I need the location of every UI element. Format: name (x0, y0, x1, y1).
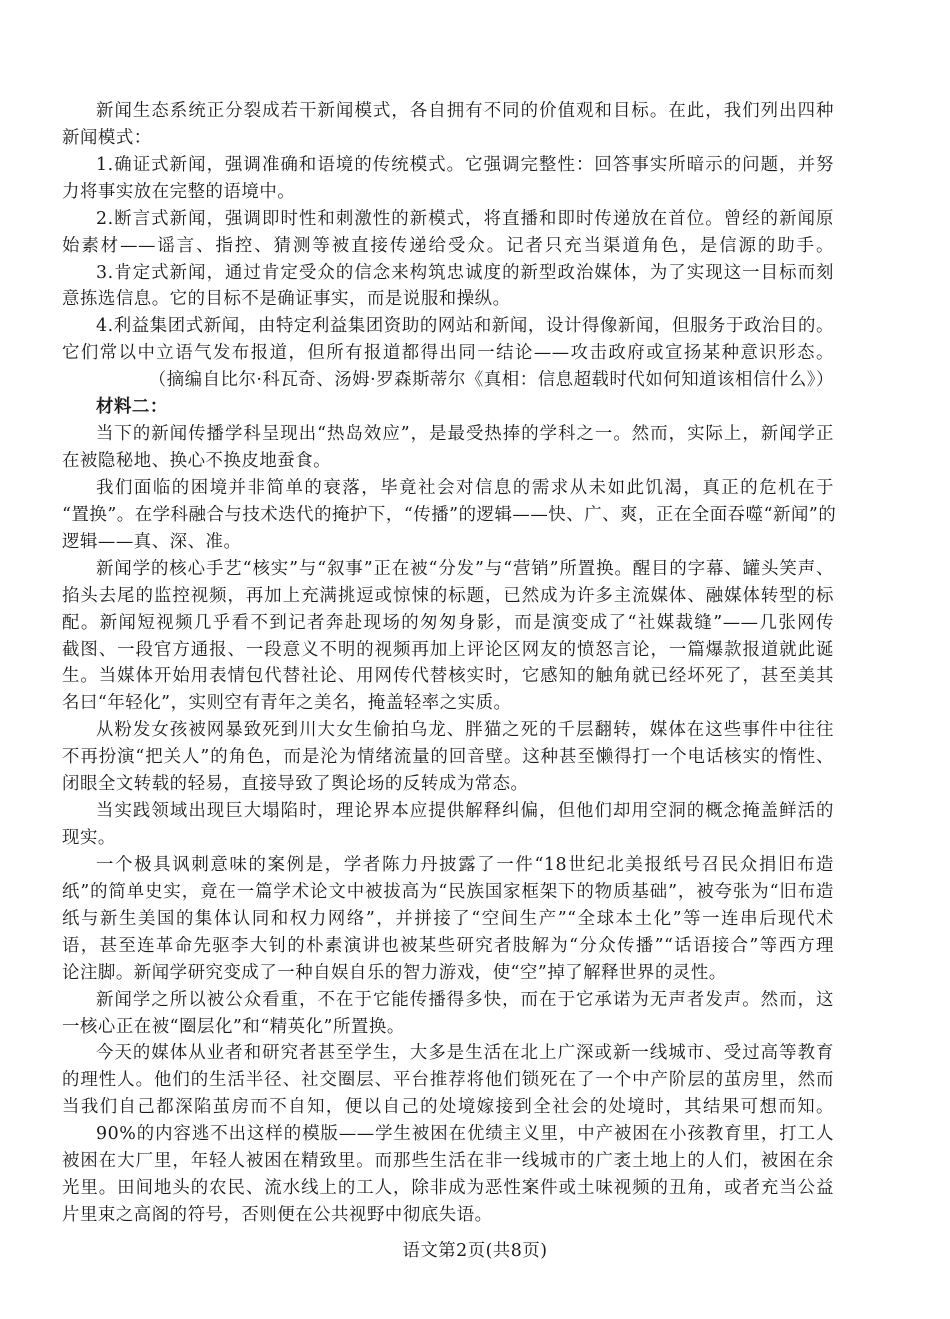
text-line: 4.利益集团式新闻，由特定利益集团资助的网站和新闻，设计得像新闻，但服务于政治目的。 (96, 316, 834, 337)
text-line: 新闻生态系统正分裂成若干新闻模式，各自拥有不同的价值观和目标。在此，我们列出四种 (96, 101, 834, 121)
text-line: 掐头去尾的监控视频，再加上充满挑逗或惊悚的标题，已然成为许多主流媒体、融媒体转型的标 (62, 585, 834, 606)
text-line: 的理性人。他们的生活半径、社交圈层、平台推荐将他们锁死在了一个中产阶层的茧房里，然而 (62, 1070, 834, 1091)
text-line: 意拣选信息。它的目标不是确证事实，而是说服和操纵。 (62, 289, 511, 310)
text-line: 它们常以中立语气发布报道，但所有报道都得出同一结论——攻击政府或宣扬某种意识形态。 (62, 343, 834, 364)
text-line: 闭眼全文转载的轻易，直接导致了舆论场的反转成为常态。 (62, 774, 529, 795)
source-citation: （摘编自比尔·科瓦奇、汤姆·罗森斯蒂尔《真相：信息超载时代如何知道该相信什么》） (148, 370, 834, 391)
text-line: 被困在大厂里，年轻人被困在精致里。而那些生活在非一线城市的广袤土地上的人们，被困在余 (62, 1151, 834, 1172)
text-line: 从粉发女孩被网暴致死到川大女生偷拍乌龙、胖猫之死的千层翻转，媒体在这些事件中往往 (96, 720, 834, 741)
text-line: 配。新闻短视频几乎看不到记者奔赴现场的匆匆身影，而是演变成了“社媒裁缝”——几张网传 (62, 612, 834, 633)
text-line: 语，甚至连革命先驱李大钊的朴素演讲也被某些研究者肢解为“分众传播”“话语接合”等西方理 (62, 935, 834, 956)
text-line: 始素材——谣言、指控、猜测等被直接传递给受众。记者只充当渠道角色，是信源的助手。 (62, 235, 834, 256)
page-footer: 语文第2页(共8页) (402, 1241, 548, 1261)
text-line: 在被隐秘地、换心不换皮地蚕食。 (62, 451, 332, 472)
text-line: 当实践领域出现巨大塌陷时，理论界本应提供解释纠偏，但他们却用空洞的概念掩盖鲜活的 (96, 801, 834, 822)
text-line: 生。当媒体开始用表情包代替社论、用网传代替核实时，它感知的触角就已经坏死了，甚至美其 (62, 666, 834, 687)
text-line: 名曰“年轻化”，实则空有青年之美名，掩盖轻率之实质。 (62, 693, 512, 714)
text-line: 1.确证式新闻，强调准确和语境的传统模式。它强调完整性：回答事实所暗示的问题，并努 (96, 154, 834, 175)
text-line: 3.肯定式新闻，通过肯定受众的信念来构筑忠诚度的新型政治媒体，为了实现这一目标而刻 (96, 262, 834, 283)
text-line: 90%的内容逃不出这样的模版——学生被困在优绩主义里，中产被困在小孩教育里，打工人 (96, 1124, 834, 1145)
text-line: 逻辑——真、深、准。 (62, 531, 242, 552)
text-line: 一个极具讽刺意味的案例是，学者陈力丹披露了一件“18世纪北美报纸号召民众捐旧布造 (96, 854, 834, 875)
text-line: 今天的媒体从业者和研究者甚至学生，大多是生活在北上广深或新一线城市、受过高等教育 (96, 1043, 834, 1064)
text-line: 截图、一段官方通报、一段意义不明的视频再加上评论区网友的愤怒言论，一篇爆款报道就此诞 (62, 639, 834, 660)
text-line: 一核心正在被“圈层化”和“精英化”所置换。 (62, 1016, 405, 1037)
text-line: 片里束之高阁的符号，否则便在公共视野中彻底失语。 (62, 1205, 493, 1225)
text-line: 力将事实放在完整的语境中。 (62, 181, 296, 202)
text-line: 我们面临的困境并非简单的衰落，毕竟社会对信息的需求从未如此饥渴，真正的危机在于 (96, 477, 834, 498)
text-line: 纸与新生美国的集体认同和权力网络”，并拼接了“空间生产”“全球本土化”等一连串后现代术 (62, 908, 834, 929)
text-line: 光里。田间地头的农民、流水线上的工人，除非成为恶性案件或土味视频的丑角，或者充当公益 (62, 1178, 834, 1199)
text-line: 不再扮演“把关人”的角色，而是沦为情绪流量的回音壁。这种甚至懒得打一个电话核实的惰性、 (62, 747, 834, 768)
text-line: 当我们自己都深陷茧房而不自知，便以自己的处境嫁接到全社会的处境时，其结果可想而知。 (62, 1097, 834, 1118)
text-line: “置换”。在学科融合与技术迭代的掩护下，“传播”的逻辑——快、广、爽，正在全面吞噬“新闻”的 (62, 504, 837, 525)
text-line: 新闻学的核心手艺“核实”与“叙事”正在被“分发”与“营销”所置换。醒目的字幕、罐头笑声、 (96, 558, 834, 579)
text-line: 纸”的简单史实，竟在一篇学术论文中被拔高为“民族国家框架下的物质基础”，被夸张为“旧布造 (62, 881, 834, 902)
text-line: 新闻模式： (62, 127, 152, 148)
text-line: 2.断言式新闻，强调即时性和刺激性的新模式，将直播和即时传递放在首位。曾经的新闻原 (96, 208, 834, 229)
text-line: 论注脚。新闻学研究变成了一种自娱自乐的智力游戏，使“空”掉了解释世界的灵性。 (62, 962, 727, 983)
text-line: 新闻学之所以被公众看重，不在于它能传播得多快，而在于它承诺为无声者发声。然而，这 (96, 989, 834, 1010)
text-line: 现实。 (62, 828, 116, 849)
text-line: 当下的新闻传播学科呈现出“热岛效应”，是最受热捧的学科之一。然而，实际上，新闻学正 (96, 424, 834, 445)
section-heading: 材料二： (96, 397, 168, 418)
